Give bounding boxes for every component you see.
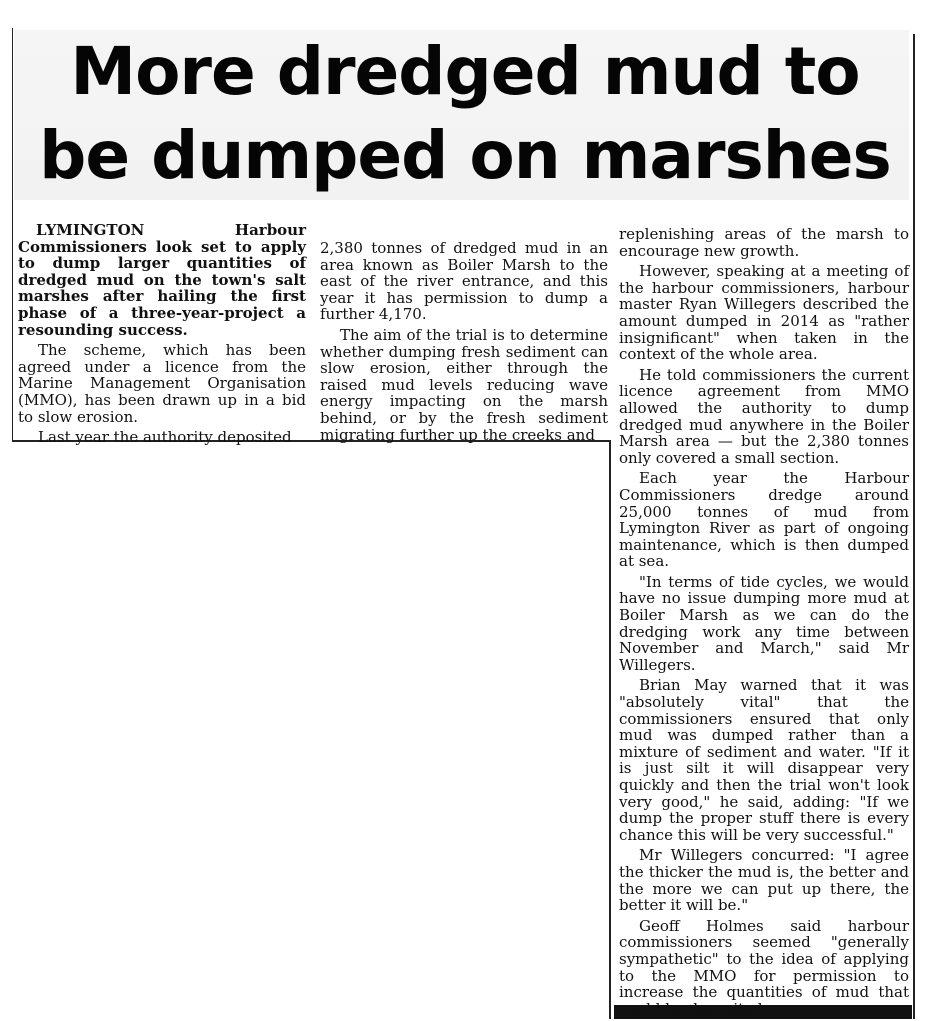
body-paragraph: "In terms of tide cycles, we would have no issue dumping more mud at Boiler Marsh as we can do the dredging work any time between November and March," said Mr Willegers. [619, 572, 909, 674]
lead-paragraph: LYMINGTON Harbour Commissioners look set to apply to dump larger quantities of dredged mud on the town's salt marshes after hailing the first phase of a three-year-project a resounding success. [18, 221, 306, 339]
body-paragraph: Mr Willegers concurred: "I agree the thicker the mud is, the better and the more we can put up there, the better it will be." [619, 846, 909, 915]
article-column-1 [18, 222, 306, 450]
body-paragraph: He told commissioners the current licence agreement from MMO allowed the authority to dump dredged mud anywhere in the Boiler Marsh area — but the 2,380 tonnes only covered a small section. [619, 365, 909, 467]
right-border-rule [913, 34, 915, 1019]
body-paragraph: replenishing areas of the marsh to encourage new growth. [619, 225, 909, 260]
body-paragraph: The aim of the trial is to determine whether dumping fresh sediment can slow erosion, either through the raised mud levels reducing wave energy impacting on the marsh behind, or by the fresh sediment migrating further up the creeks and [320, 325, 608, 444]
column-three-border-rule [609, 440, 611, 1019]
article-column-3 [619, 226, 909, 1021]
body-paragraph: Geoff Holmes said harbour commissioners seemed "generally sympathetic" to the idea of applying to the MMO for permission to increase the quantities of mud that could be deposited. [619, 916, 909, 1018]
body-paragraph: However, speaking at a meeting of the harbour commissioners, harbour master Ryan Willegers described the amount dumped in 2014 as "rather insignificant" when taken in the context of the whole area. [619, 262, 909, 364]
article-column-2 [320, 240, 608, 447]
headline [20, 30, 910, 198]
body-paragraph: Brian May warned that it was "absolutely vital" that the commissioners ensured that only mud was dumped rather than a mixture of sediment and water. "If it is just silt it will disappear very quickly and then the trial won't look very good," he said, adding: "If we dump the proper stuff there is every chance this will be very successful." [619, 676, 909, 844]
headline-line-2: be dumped on marshes [39, 117, 891, 194]
body-paragraph: 2,380 tonnes of dredged mud in an area known as Boiler Marsh to the east of the river entrance, and this year it has permission to dump a further 4,170. [320, 239, 608, 324]
body-paragraph: Each year the Harbour Commissioners dredge around 25,000 tonnes of mud from Lymington River as part of ongoing maintenance, which is then dumped at sea. [619, 469, 909, 571]
body-paragraph: The scheme, which has been agreed under a licence from the Marine Management Organisation (MMO), has been drawn up in a bid to slow erosion. [18, 341, 306, 426]
left-border-rule [12, 28, 13, 440]
headline-line-1: More dredged mud to [70, 33, 860, 110]
body-paragraph: Last year the authority deposited [38, 428, 292, 447]
